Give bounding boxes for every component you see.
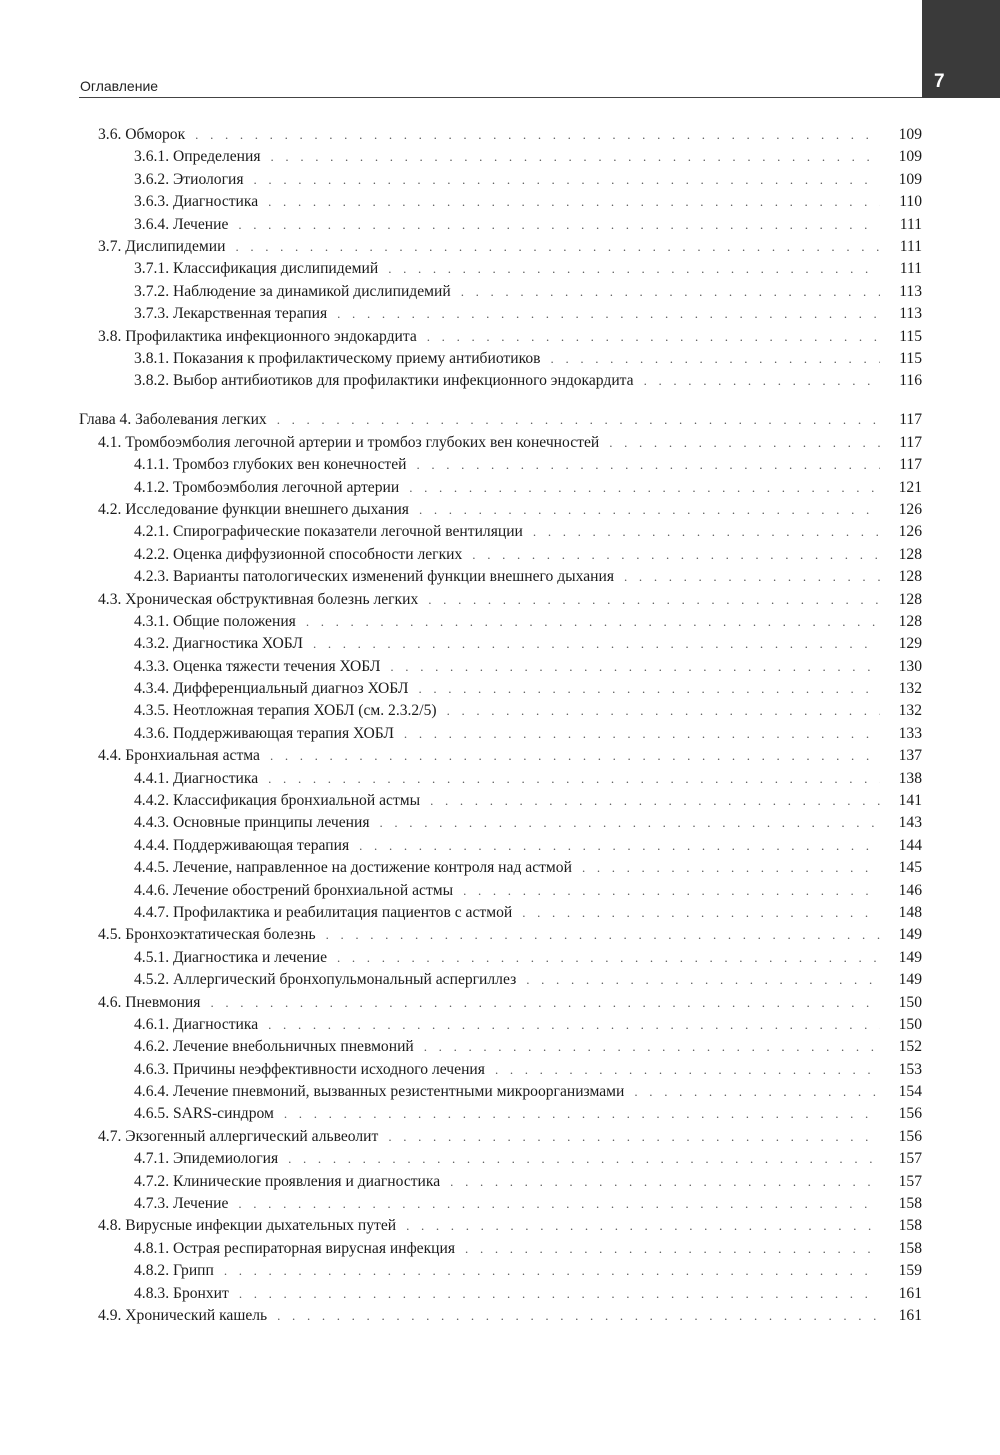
toc-entry[interactable] xyxy=(79,1238,922,1260)
toc-entry[interactable] xyxy=(79,812,922,834)
toc-entry-page-number: 152 xyxy=(898,1038,922,1056)
toc-entry[interactable] xyxy=(79,1171,922,1193)
toc-entry[interactable] xyxy=(79,1103,922,1125)
toc-entry[interactable] xyxy=(79,499,922,521)
dot-leader xyxy=(306,611,880,633)
toc-entry-page-number: 113 xyxy=(899,282,922,300)
running-title: Оглавление xyxy=(80,78,159,94)
dot-leader xyxy=(313,633,880,655)
toc-entry-page-number: 150 xyxy=(898,1015,922,1033)
toc-entry-page-number: 121 xyxy=(898,478,922,496)
toc-entry-page-number: 128 xyxy=(898,568,922,586)
toc-entry-page-number: 137 xyxy=(898,747,922,765)
toc-entry-title: 4.9. Хронический кашель xyxy=(98,1307,268,1324)
toc-entry-page-number: 117 xyxy=(899,433,922,451)
toc-group-gap xyxy=(79,393,922,410)
toc-entry-page-number: 149 xyxy=(898,948,922,966)
dot-leader xyxy=(337,303,880,325)
toc-entry[interactable] xyxy=(79,880,922,902)
toc-entry[interactable] xyxy=(79,947,922,969)
header-rule xyxy=(79,97,922,98)
dot-leader xyxy=(447,700,880,722)
toc-entry-title: 4.7. Экзогенный аллергический альвеолит xyxy=(98,1127,379,1145)
dot-leader xyxy=(634,1081,880,1103)
toc-entry-title: 4.5.1. Диагностика и лечение xyxy=(134,948,327,966)
dot-leader xyxy=(495,1059,880,1081)
toc-entry[interactable] xyxy=(79,611,922,633)
toc-entry[interactable] xyxy=(79,281,922,303)
toc-entry-page-number: 111 xyxy=(899,215,922,233)
toc-entry-title: 4.3. Хроническая обструктивная болезнь легких xyxy=(98,590,419,608)
toc-entry-page-number: 128 xyxy=(898,612,922,630)
toc-entry[interactable] xyxy=(79,214,922,236)
dot-leader xyxy=(380,812,881,834)
toc-entry-page-number: 144 xyxy=(898,836,922,854)
toc-entry-page-number: 126 xyxy=(898,500,922,518)
toc-entry-page-number: 154 xyxy=(898,1083,922,1101)
toc-entry-title: 4.6. Пневмония xyxy=(98,993,201,1011)
toc-entry-title: 4.1.2. Тромбоэмболия легочной артерии xyxy=(134,478,400,496)
toc-entry-page-number: 158 xyxy=(898,1239,922,1257)
toc-entry-page-number: 115 xyxy=(899,327,922,345)
toc-entry-page-number: 141 xyxy=(898,792,922,810)
dot-leader xyxy=(284,1103,880,1125)
page-number-tab xyxy=(922,0,1000,98)
toc-entry[interactable] xyxy=(79,303,922,325)
toc-entry[interactable] xyxy=(79,544,922,566)
dot-leader xyxy=(210,992,880,1014)
toc-entry[interactable] xyxy=(79,326,922,348)
toc-entry-page-number: 113 xyxy=(899,305,922,323)
toc-entry-page-number: 110 xyxy=(899,193,922,211)
toc-entry-page-number: 161 xyxy=(898,1284,922,1302)
toc-entry[interactable] xyxy=(79,1260,922,1282)
toc-entry-title: 4.2.2. Оценка диффузионной способности легких xyxy=(134,545,463,563)
toc-entry-page-number: 153 xyxy=(898,1060,922,1078)
toc-entry[interactable] xyxy=(79,1126,922,1148)
toc-entry-page-number: 132 xyxy=(898,680,922,698)
dot-leader xyxy=(388,258,880,280)
toc-entry-title: 4.6.4. Лечение пневмоний, вызванных резистентными микроорганизмами xyxy=(134,1083,625,1101)
dot-leader xyxy=(277,1305,880,1327)
toc-entry-page-number: 116 xyxy=(899,372,922,390)
toc-entry-page-number: 150 xyxy=(898,993,922,1011)
toc-entry-page-number: 109 xyxy=(898,170,922,188)
dot-leader xyxy=(465,1238,880,1260)
toc-entry-title: 4.4.4. Поддерживающая терапия xyxy=(134,836,350,854)
toc-entry-page-number: 158 xyxy=(898,1217,922,1235)
dot-leader xyxy=(551,348,880,370)
dot-leader xyxy=(337,947,880,969)
toc-entry-page-number: 126 xyxy=(898,523,922,541)
dot-leader xyxy=(239,1283,880,1305)
dot-leader xyxy=(419,499,880,521)
dot-leader xyxy=(522,902,880,924)
toc-entry-page-number: 111 xyxy=(899,237,922,255)
dot-leader xyxy=(404,723,880,745)
toc-entry-page-number: 132 xyxy=(898,702,922,720)
dot-leader xyxy=(406,1215,880,1237)
toc-entry[interactable] xyxy=(79,700,922,722)
dot-leader xyxy=(416,454,880,476)
toc-entry[interactable] xyxy=(79,992,922,1014)
toc-entry[interactable] xyxy=(79,521,922,543)
dot-leader xyxy=(254,169,880,191)
toc-entry[interactable] xyxy=(79,236,922,258)
toc-entry-title: 3.8.1. Показания к профилактическому приему антибиотиков xyxy=(134,349,541,367)
toc-entry-title: 3.7.2. Наблюдение за динамикой дислипидемий xyxy=(134,282,451,300)
toc-entry-title: 4.4.1. Диагностика xyxy=(134,769,259,787)
toc-entry[interactable] xyxy=(79,924,922,946)
page-number: 7 xyxy=(934,71,945,92)
toc-entry-title: 4.4.2. Классификация бронхиальной астмы xyxy=(134,792,421,810)
toc-entry[interactable] xyxy=(79,409,922,431)
dot-leader xyxy=(644,370,880,392)
toc-entry-title: 3.8. Профилактика инфекционного эндокардита xyxy=(98,327,417,345)
toc-entry-title: Глава 4. Заболевания легких xyxy=(79,411,267,429)
dot-leader xyxy=(609,432,880,454)
toc-entry-title: 4.2.3. Варианты патологических изменений функции внешнего дыхания xyxy=(134,568,615,586)
toc-entry[interactable] xyxy=(79,723,922,745)
toc-entry[interactable] xyxy=(79,348,922,370)
toc-entry-title: 4.2.1. Спирографические показатели легочной вентиляции xyxy=(134,523,523,541)
toc-entry-title: 4.3.2. Диагностика ХОБЛ xyxy=(134,635,303,653)
dot-leader xyxy=(277,409,880,431)
toc-entry-title: 3.6.4. Лечение xyxy=(134,215,229,233)
toc-entry[interactable] xyxy=(79,969,922,991)
toc-entry-title: 4.1.1. Тромбоз глубоких вен конечностей xyxy=(134,456,407,474)
toc-entry-title: 4.8.3. Бронхит xyxy=(134,1284,229,1302)
toc-entry[interactable] xyxy=(79,678,922,700)
dot-leader xyxy=(271,146,880,168)
toc-entry-title: 4.6.2. Лечение внебольничных пневмоний xyxy=(134,1038,414,1056)
toc-group-chapter-3 xyxy=(79,124,922,393)
toc-entry-title: 4.3.1. Общие положения xyxy=(134,612,296,630)
toc-entry-title: 3.7. Дислипидемии xyxy=(98,237,226,255)
toc-entry-title: 3.7.1. Классификация дислипидемий xyxy=(134,260,379,278)
toc-entry-title: 4.5.2. Аллергический бронхопульмональный аспергиллез xyxy=(134,971,517,989)
toc-entry-title: 4.3.3. Оценка тяжести течения ХОБЛ xyxy=(134,657,381,675)
toc-entry-page-number: 115 xyxy=(899,349,922,367)
toc-entry[interactable] xyxy=(79,191,922,213)
table-of-contents xyxy=(79,124,922,1327)
toc-entry[interactable] xyxy=(79,146,922,168)
toc-entry-page-number: 157 xyxy=(898,1172,922,1190)
toc-entry[interactable] xyxy=(79,477,922,499)
toc-entry-title: 3.8.2. Выбор антибиотиков для профилактики инфекционного эндокардита xyxy=(134,372,634,390)
toc-entry[interactable] xyxy=(79,1305,922,1327)
toc-entry-title: 3.6. Обморок xyxy=(98,126,186,143)
toc-entry-title: 4.4.6. Лечение обострений бронхиальной астмы xyxy=(134,881,454,899)
toc-entry[interactable] xyxy=(79,566,922,588)
dot-leader xyxy=(428,589,880,611)
toc-entry[interactable] xyxy=(79,656,922,678)
toc-entry-title: 4.4.5. Лечение, направленное на достижение контроля над астмой xyxy=(134,859,572,877)
dot-leader xyxy=(409,477,880,499)
dot-leader xyxy=(418,678,880,700)
dot-leader xyxy=(388,1126,880,1148)
toc-entry-page-number: 161 xyxy=(898,1307,922,1324)
toc-entry[interactable] xyxy=(79,1081,922,1103)
toc-entry-title: 4.7.1. Эпидемиология xyxy=(134,1150,279,1168)
toc-entry[interactable] xyxy=(79,1059,922,1081)
dot-leader xyxy=(270,745,880,767)
toc-entry-title: 4.3.4. Дифференциальный диагноз ХОБЛ xyxy=(134,680,409,698)
dot-leader xyxy=(424,1036,880,1058)
toc-entry-page-number: 156 xyxy=(898,1127,922,1145)
dot-leader xyxy=(359,835,880,857)
toc-entry-title: 3.6.1. Определения xyxy=(134,148,261,166)
dot-leader xyxy=(624,566,880,588)
dot-leader xyxy=(472,544,880,566)
toc-entry-title: 4.3.6. Поддерживающая терапия ХОБЛ xyxy=(134,724,394,742)
toc-entry-page-number: 128 xyxy=(898,590,922,608)
toc-entry-title: 4.4.3. Основные принципы лечения xyxy=(134,814,370,832)
toc-entry[interactable] xyxy=(79,1193,922,1215)
dot-leader xyxy=(533,521,880,543)
toc-entry-page-number: 145 xyxy=(898,859,922,877)
toc-entry-title: 4.8.1. Острая респираторная вирусная инфекция xyxy=(134,1239,456,1257)
toc-entry-page-number: 149 xyxy=(898,971,922,989)
dot-leader xyxy=(235,236,880,258)
toc-entry[interactable] xyxy=(79,454,922,476)
dot-leader xyxy=(430,790,880,812)
toc-entry-title: 3.6.3. Диагностика xyxy=(134,193,259,211)
toc-entry[interactable] xyxy=(79,857,922,879)
toc-entry-title: 4.8. Вирусные инфекции дыхательных путей xyxy=(98,1217,397,1235)
toc-entry[interactable] xyxy=(79,768,922,790)
toc-entry-title: 4.5. Бронхоэктатическая болезнь xyxy=(98,926,316,944)
toc-entry[interactable] xyxy=(79,370,922,392)
toc-entry-title: 3.6.2. Этиология xyxy=(134,170,244,188)
toc-entry-page-number: 156 xyxy=(898,1105,922,1123)
toc-entry[interactable] xyxy=(79,633,922,655)
toc-entry-page-number: 129 xyxy=(898,635,922,653)
toc-entry-page-number: 130 xyxy=(898,657,922,675)
toc-entry[interactable] xyxy=(79,258,922,280)
dot-leader xyxy=(463,880,880,902)
dot-leader xyxy=(268,191,880,213)
toc-entry-page-number: 133 xyxy=(898,724,922,742)
toc-entry-title: 4.4. Бронхиальная астма xyxy=(98,747,260,765)
toc-entry-title: 4.1. Тромбоэмболия легочной артерии и тромбоз глубоких вен конечностей xyxy=(98,433,600,451)
toc-entry[interactable] xyxy=(79,1014,922,1036)
toc-entry-page-number: 109 xyxy=(898,126,922,143)
dot-leader xyxy=(195,124,880,146)
toc-entry-page-number: 148 xyxy=(898,903,922,921)
toc-entry-page-number: 146 xyxy=(898,881,922,899)
toc-entry-title: 4.6.1. Диагностика xyxy=(134,1015,259,1033)
toc-entry[interactable] xyxy=(79,835,922,857)
toc-entry[interactable] xyxy=(79,1036,922,1058)
toc-entry-page-number: 157 xyxy=(898,1150,922,1168)
toc-entry-page-number: 159 xyxy=(898,1262,922,1280)
toc-entry-title: 4.3.5. Неотложная терапия ХОБЛ (см. 2.3.2/5) xyxy=(134,702,437,720)
dot-leader xyxy=(427,326,880,348)
toc-entry[interactable] xyxy=(79,169,922,191)
toc-entry-page-number: 109 xyxy=(898,148,922,166)
toc-entry-title: 4.8.2. Грипп xyxy=(134,1262,214,1280)
toc-group-chapter-4 xyxy=(79,409,922,1327)
toc-entry-page-number: 138 xyxy=(898,769,922,787)
toc-entry-title: 4.2. Исследование функции внешнего дыхания xyxy=(98,500,409,518)
dot-leader xyxy=(238,1193,880,1215)
dot-leader xyxy=(390,656,880,678)
dot-leader xyxy=(461,281,880,303)
dot-leader xyxy=(582,857,880,879)
toc-entry[interactable] xyxy=(79,1148,922,1170)
toc-entry[interactable] xyxy=(79,124,922,146)
toc-entry[interactable] xyxy=(79,902,922,924)
dot-leader xyxy=(450,1171,880,1193)
toc-entry-page-number: 128 xyxy=(898,545,922,563)
toc-entry[interactable] xyxy=(79,790,922,812)
toc-entry-page-number: 149 xyxy=(898,926,922,944)
toc-entry-title: 4.6.5. SARS-синдром xyxy=(134,1105,274,1123)
dot-leader xyxy=(526,969,880,991)
toc-entry-page-number: 117 xyxy=(899,411,922,429)
dot-leader xyxy=(288,1148,880,1170)
toc-entry[interactable] xyxy=(79,1215,922,1237)
toc-entry-page-number: 111 xyxy=(899,260,922,278)
dot-leader xyxy=(238,214,880,236)
toc-entry-title: 4.6.3. Причины неэффективности исходного лечения xyxy=(134,1060,485,1078)
dot-leader xyxy=(268,1014,880,1036)
toc-entry-page-number: 143 xyxy=(898,814,922,832)
dot-leader xyxy=(224,1260,880,1282)
toc-entry-page-number: 117 xyxy=(899,456,922,474)
toc-entry[interactable] xyxy=(79,1283,922,1305)
dot-leader xyxy=(326,924,880,946)
toc-entry-title: 4.7.3. Лечение xyxy=(134,1195,229,1213)
toc-entry[interactable] xyxy=(79,589,922,611)
toc-entry[interactable] xyxy=(79,745,922,767)
dot-leader xyxy=(268,768,880,790)
toc-entry-page-number: 158 xyxy=(898,1195,922,1213)
toc-entry[interactable] xyxy=(79,432,922,454)
toc-entry-title: 3.7.3. Лекарственная терапия xyxy=(134,305,328,323)
toc-entry-title: 4.7.2. Клинические проявления и диагностика xyxy=(134,1172,441,1190)
toc-entry-title: 4.4.7. Профилактика и реабилитация пациентов с астмой xyxy=(134,903,513,921)
